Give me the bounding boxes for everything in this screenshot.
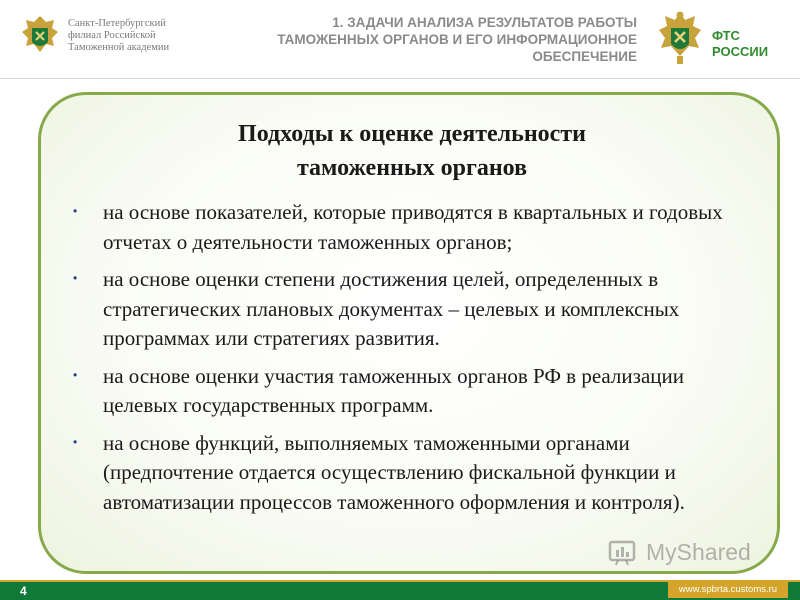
myshared-watermark xyxy=(608,536,768,572)
list-item-text: на основе функций, выполняемых таможенными органами (предпочтение отдается осуществлению фискальной функции и автоматизации процессов таможенного оформления и контроля). xyxy=(103,430,685,514)
bullet-icon: • xyxy=(73,204,78,218)
fts-line: РОССИИ xyxy=(712,44,769,59)
slide-header xyxy=(0,0,800,80)
slide-number: 4 xyxy=(20,584,27,598)
list-item xyxy=(71,362,751,421)
customs-emblem-icon xyxy=(20,12,60,60)
section-title xyxy=(215,14,637,65)
section-title-line: 1. ЗАДАЧИ АНАЛИЗА РЕЗУЛЬТАТОВ РАБОТЫ xyxy=(332,15,637,30)
watermark-text: MyShared xyxy=(646,539,751,565)
slide-title-line: таможенных органов xyxy=(296,155,528,181)
section-title-line: ОБЕСПЕЧЕНИЕ xyxy=(532,49,637,64)
academy-line: Санкт-Петербургский xyxy=(68,18,166,29)
header-divider xyxy=(0,78,800,79)
bullet-icon: • xyxy=(73,367,78,382)
list-item-text: на основе показателей, которые приводятся в квартальных и годовых отчетах о деятельности таможенных органов; xyxy=(103,200,723,254)
list-item-text: на основе оценки участия таможенных органов РФ в реализации целевых государственных программ. xyxy=(103,363,684,417)
fts-line: ФТС xyxy=(712,28,740,43)
list-item xyxy=(71,198,751,257)
footer-url-link[interactable]: www.spbrta.customs.ru xyxy=(668,582,788,598)
academy-line: Таможенной академии xyxy=(68,42,170,53)
slide-footer xyxy=(0,580,800,600)
myshared-logo-icon xyxy=(608,538,640,566)
section-title-line: ТАМОЖЕННЫХ ОРГАНОВ И ЕГО ИНФОРМАЦИОННОЕ xyxy=(277,32,637,47)
approaches-list xyxy=(71,198,751,525)
slide-title-line: Подходы к оценке деятельности xyxy=(238,121,586,147)
fts-emblem-icon xyxy=(655,8,705,68)
bullet-icon: • xyxy=(73,434,78,449)
fts-logo-text xyxy=(712,28,792,60)
academy-name xyxy=(68,18,208,54)
academy-line: филиал Российской xyxy=(68,30,156,41)
content-card xyxy=(38,92,780,574)
slide-title xyxy=(41,117,783,185)
list-item xyxy=(71,265,751,354)
list-item xyxy=(71,429,751,518)
list-item-text: на основе оценки степени достижения целей, определенных в стратегических плановых документах – целевых и комплексных программах или стратегиях развития. xyxy=(103,267,680,350)
bullet-icon: • xyxy=(73,271,78,285)
